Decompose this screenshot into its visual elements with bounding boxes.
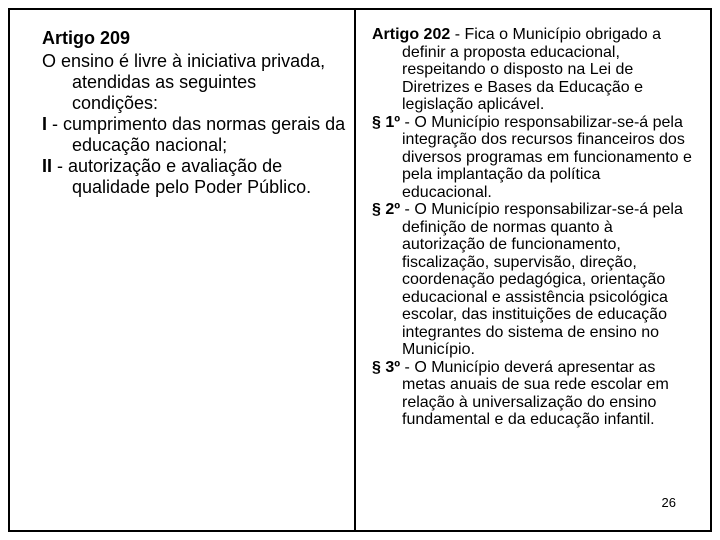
left-item-2 [42, 156, 347, 198]
column-divider [354, 10, 356, 530]
left-article-intro: O ensino é livre à iniciativa privada, atendidas as seguintes condições: [42, 51, 326, 113]
left-item-1 [42, 114, 347, 156]
page-number: 26 [661, 495, 676, 510]
right-paragraph-2-text: - O Município responsabilizar-se-á pela definição de normas quanto à autorização de funcionamento, fiscalização, supervisão, direção, coordenação pedagógica, orientação educacional e assistência psicológica escolar, das instituições de educação integrantes do sistema de ensino no Município. [400, 201, 683, 358]
slide-frame [8, 8, 712, 532]
right-paragraph-3-mark: § 3º [372, 358, 401, 376]
right-column [372, 26, 692, 429]
right-article-title: Artigo 202 [372, 26, 451, 43]
right-paragraph-1-mark: § 1º [372, 113, 401, 131]
right-article-heading [372, 26, 692, 114]
right-paragraph-1-text: - O Município responsabilizar-se-á pela integração dos recursos financeiros dos diversos programas em funcionamento e pela implantação da política educacional. [400, 113, 692, 201]
right-paragraph-3 [372, 359, 692, 429]
right-paragraph-2 [372, 201, 692, 359]
left-item-1-text: - cumprimento das normas gerais da educação nacional; [47, 114, 346, 155]
left-article-title: Artigo 209 [42, 28, 131, 48]
left-item-2-text: - autorização e avaliação de qualidade pelo Poder Público. [52, 156, 312, 197]
right-article-text: - Fica o Município obrigado a definir a proposta educacional, respeitando o disposto na Lei de Diretrizes e Bases da Educação e legislação aplicável. [402, 26, 662, 113]
right-paragraph-3-text: - O Município deverá apresentar as metas anuais de sua rede escolar em relação à universalização do ensino fundamental e da educação infantil. [400, 358, 669, 428]
left-column [42, 28, 347, 198]
right-paragraph-1 [372, 114, 692, 202]
left-item-2-numeral: II [42, 156, 53, 176]
right-paragraph-2-mark: § 2º [372, 201, 401, 218]
left-item-1-numeral: I [42, 114, 48, 134]
